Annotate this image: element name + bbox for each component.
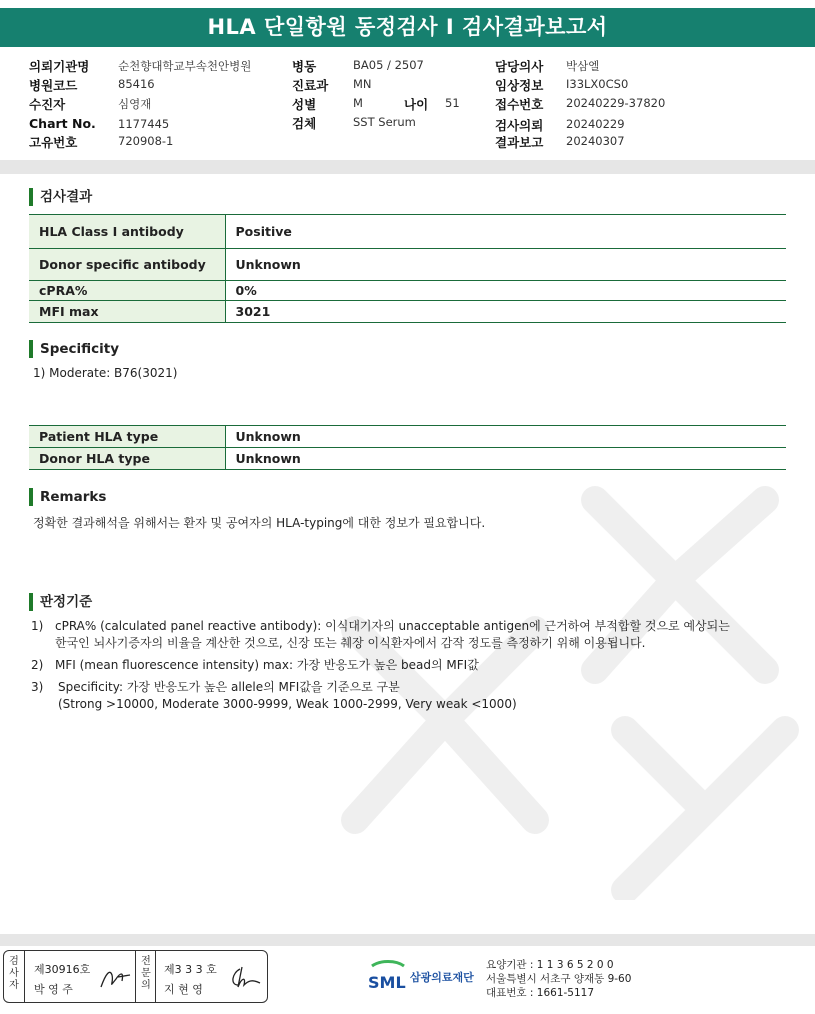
value-receipt-no: 20240229-37820 (566, 96, 666, 110)
item-line: Specificity: 가장 반응도가 높은 allele의 MFI값을 기준으로 구분 (58, 680, 400, 694)
value-sex: M (353, 96, 363, 110)
value-chart-no: 1177445 (118, 117, 170, 131)
top-margin (0, 0, 815, 8)
item-line: cPRA% (calculated panel reactive antibody): 이식대기자의 unacceptable antigen에 근거하여 부적합할 것으로 예상되는 (55, 619, 730, 633)
signature-box (3, 950, 268, 1003)
label-hospital-code: 병원코드 (29, 78, 78, 93)
sml-logo-icon (366, 958, 410, 998)
patient-info (0, 55, 815, 155)
label-department: 진료과 (292, 78, 329, 93)
table-row (29, 448, 786, 470)
value-specimen: SST Serum (353, 115, 416, 129)
result-key: MFI max (29, 301, 225, 323)
institution-code: 요양기관 : 1 1 3 6 5 2 0 0 (486, 959, 614, 971)
label-sex: 성별 (292, 97, 317, 112)
hla-key: Patient HLA type (29, 426, 225, 448)
value-age: 51 (445, 96, 460, 110)
item-number: 1) (31, 619, 44, 633)
divider-band (0, 160, 815, 174)
value-unique-no: 720908-1 (118, 134, 174, 148)
report-title: HLA 단일항원 동정검사 I 검사결과보고서 (0, 8, 815, 47)
logo-text: SML (368, 973, 406, 992)
divider (24, 951, 25, 1002)
results-table (29, 214, 786, 323)
institution-phone: 대표번호 : 1661-5117 (486, 987, 595, 999)
examiner-signature-icon (98, 965, 132, 993)
item-number: 3) (31, 680, 44, 694)
examiner-label: 검사자 (9, 956, 19, 991)
table-row (29, 281, 786, 301)
label-request-date: 검사의뢰 (495, 118, 544, 133)
table-row (29, 426, 786, 448)
value-doctor: 박삼엘 (566, 59, 600, 73)
reviewer-name: 지 현 영 (164, 983, 203, 996)
hla-value: Unknown (225, 448, 786, 470)
reviewer-label: 전문의 (141, 956, 151, 991)
section-heading-criteria: 판정기준 (29, 593, 92, 611)
label-receipt-no: 접수번호 (495, 97, 544, 112)
item-number: 2) (31, 658, 44, 672)
section-heading-results: 검사결과 (29, 188, 92, 206)
value-patient: 심영재 (118, 97, 152, 111)
divider (135, 951, 136, 1002)
remarks-text: 정확한 결과해석을 위해서는 환자 및 공여자의 HLA-typing에 대한 정보가 필요합니다. (33, 516, 486, 530)
item-line: MFI (mean fluorescence intensity) max: 가장 반응도가 높은 bead의 MFI값 (55, 658, 479, 672)
examiner-name: 박 영 주 (34, 983, 73, 996)
value-request-date: 20240229 (566, 117, 625, 131)
institution-address: 서울특별시 서초구 양재동 9-60 (486, 973, 632, 985)
hla-value: Unknown (225, 426, 786, 448)
examiner-license: 제30916호 (34, 963, 91, 976)
footer-band (0, 934, 815, 946)
institution-name: 삼광의료재단 (410, 971, 474, 984)
list-item (31, 679, 771, 713)
label-report-date: 결과보고 (495, 135, 544, 150)
section-heading-remarks: Remarks (29, 488, 106, 506)
result-value: 3021 (225, 301, 786, 323)
result-value: 0% (225, 281, 786, 301)
specificity-text: 1) Moderate: B76(3021) (33, 366, 178, 380)
criteria-list (31, 618, 771, 718)
label-specimen: 검체 (292, 116, 317, 131)
section-heading-specificity: Specificity (29, 340, 119, 358)
result-key: cPRA% (29, 281, 225, 301)
item-line: 한국인 뇌사기증자의 비율을 계산한 것으로, 신장 또는 췌장 이식환자에서 감작 정도를 측정하기 위해 이용됩니다. (55, 636, 646, 650)
label-clinical-info: 임상정보 (495, 78, 544, 93)
label-ward: 병동 (292, 59, 317, 74)
value-department: MN (353, 77, 372, 91)
list-item (31, 657, 771, 674)
institution-info (486, 958, 631, 1000)
result-value: Positive (225, 215, 786, 249)
table-row (29, 249, 786, 281)
table-row (29, 301, 786, 323)
hla-key: Donor HLA type (29, 448, 225, 470)
result-key: HLA Class I antibody (29, 215, 225, 249)
reviewer-license: 제3 3 3 호 (164, 963, 217, 976)
value-institution: 순천향대학교부속천안병원 (118, 59, 252, 73)
value-hospital-code: 85416 (118, 77, 155, 91)
reviewer-signature-icon (226, 963, 264, 993)
list-item (31, 618, 771, 652)
hla-type-table (29, 425, 786, 470)
table-row (29, 215, 786, 249)
label-unique-no: 고유번호 (29, 135, 78, 150)
label-age: 나이 (404, 97, 429, 112)
value-clinical-info: I33LX0CS0 (566, 77, 629, 91)
value-ward: BA05 / 2507 (353, 58, 424, 72)
item-line: (Strong >10000, Moderate 3000-9999, Weak 1000-2999, Very weak <1000) (58, 697, 517, 711)
label-chart-no: Chart No. (29, 116, 96, 131)
label-doctor: 담당의사 (495, 59, 544, 74)
divider (155, 951, 156, 1002)
result-value: Unknown (225, 249, 786, 281)
result-key: Donor specific antibody (29, 249, 225, 281)
label-patient: 수진자 (29, 97, 66, 112)
value-report-date: 20240307 (566, 134, 625, 148)
label-institution: 의뢰기관명 (29, 59, 90, 74)
